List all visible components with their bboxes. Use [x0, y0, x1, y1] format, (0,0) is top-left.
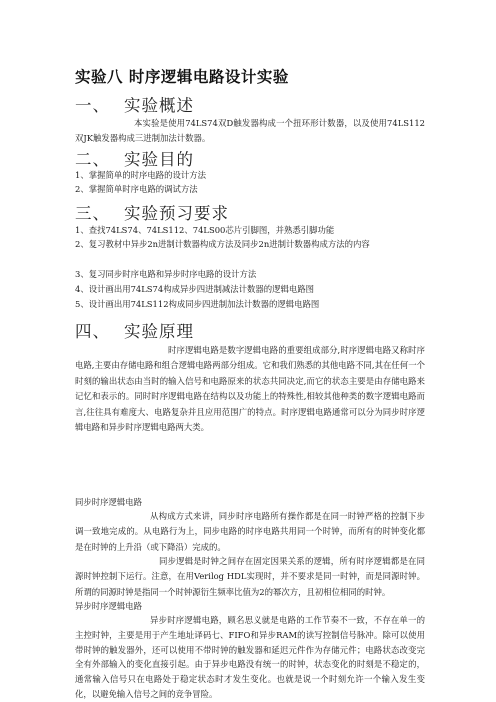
section-number: 四、 [75, 322, 110, 341]
document-title: 实验八 时序逻辑电路设计实验 [75, 68, 289, 86]
section-title: 实验目的 [124, 150, 194, 169]
preview-item: 5、设计画出用74LS112构成同步四进制加法计数器的逻辑电路图 [75, 299, 320, 309]
preview-item: 4、设计画出用74LS74构成异步四进制减法计数器的逻辑电路图 [75, 284, 314, 294]
section-number: 二、 [75, 150, 110, 169]
async-paragraph-1: 异步时序逻辑电路，顾名思义就是电路的工作节奏不一致，不存在单一的主控时钟，主要是用于产生地址译码七、FIFO和异步RAM的读写控制信号脉冲。除可以使用带时钟的触发器外，还可以使用不带时钟的触发器和延迟元件作为存储元件；电路状态改变完全有外部输入的变化直接引起。由于异步电路没有统一的时钟，状态变化的时刻是不稳定的，通常输入信号只在电路处于稳定状态时才发生变化。也就是说一个时刻允许一个输入发生变化，以避免输入信号之间的竞争冒险。 [75, 615, 425, 699]
preview-item: 3、复习同步时序电路和异步时序电路的设计方法 [75, 269, 257, 279]
section-title: 实验原理 [124, 322, 194, 341]
objective-item: 1、掌握简单的时序电路的设计方法 [75, 170, 206, 180]
section-heading-principle [75, 318, 194, 342]
section-heading-overview [75, 92, 194, 116]
preview-item: 2、复习教材中异步2n进制计数器构成方法及同步2n进制计数器构成方法的内容 [75, 239, 370, 249]
section-title: 实验概述 [124, 96, 194, 115]
sync-paragraph-2: 同步逻辑是时钟之间存在固定因果关系的逻辑，所有时序逻辑都是在同源时钟控制下运行。注意，在用Verilog HDL实现时，并不要求是同一时钟，而是同源时钟。所谓的同源时钟是指同一个时钟源衍生频率比值为2的幂次方，且初相位相同的时钟。 [75, 556, 425, 597]
principle-intro-paragraph: 时序逻辑电路是数字逻辑电路的重要组成部分,时序逻辑电路又称时序电路,主要由存储电路和组合逻辑电路两部分组成。它和我们熟悉的其他电路不同,其在任何一个时刻的输出状态由当时的输入信号和电路原来的状态共同决定,而它的状态主要是由存储电路来记忆和表示的。同时时序逻辑电路在结构以及功能上的特殊性,相较其他种类的数字逻辑电路而言,往往具有难度大、电路复杂并且应用范围广的特点。时序逻辑电路通常可以分为同步时序逻辑电路和异步时序逻辑电路两大类。 [75, 345, 425, 433]
section-heading-preview [75, 200, 229, 224]
subheading-async: 异步时序逻辑电路 [75, 601, 142, 611]
section-title: 实验预习要求 [124, 204, 229, 223]
section-heading-objectives [75, 146, 194, 170]
subheading-sync: 同步时序逻辑电路 [75, 497, 142, 507]
objective-item: 2、掌握简单时序电路的调试方法 [75, 184, 198, 194]
overview-paragraph: 本实验是使用74LS74双D触发器构成一个扭环形计数器，以及使用74LS112双JK触发器构成三进制加法计数器。 [75, 118, 425, 144]
sync-paragraph-1: 从构成方式来讲，同步时序电路所有操作都是在同一时钟严格的控制下步调一致地完成的。从电路行为上，同步电路的时序电路共用同一个时钟，而所有的时钟变化都是在时钟的上升沿（或下降沿）完成的。 [75, 511, 425, 552]
section-number: 一、 [75, 96, 110, 115]
preview-item: 1、查找74LS74、74LS112、74LS00芯片引脚图，并熟悉引脚功能 [75, 225, 335, 235]
section-number: 三、 [75, 204, 110, 223]
